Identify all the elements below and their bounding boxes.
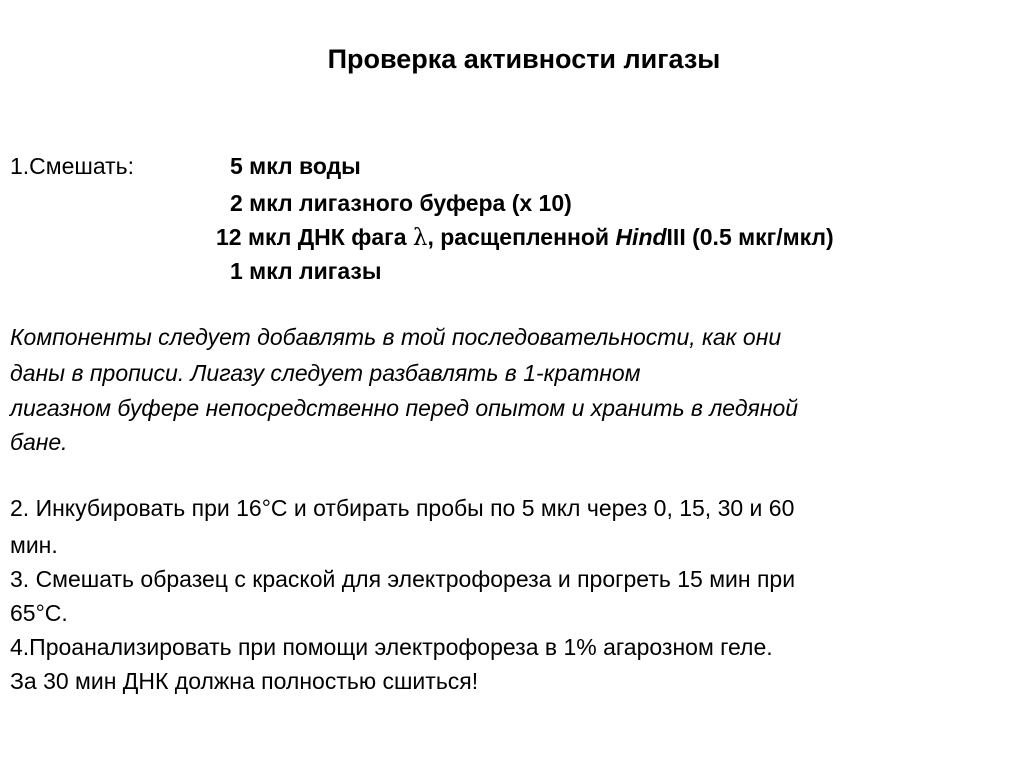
step4-line: 4.Проанализировать при помощи электрофореза в 1% агарозном геле. bbox=[10, 634, 773, 660]
step1-label: 1.Смешать: bbox=[10, 153, 135, 179]
lambda-symbol: λ bbox=[412, 225, 428, 251]
ingredient-dna-prefix: 12 мкл ДНК фага bbox=[216, 224, 413, 250]
ingredient-dna bbox=[216, 223, 834, 252]
ingredient-dna-suffix: III (0.5 мкг/мкл) bbox=[666, 224, 834, 250]
step2-line-1: 2. Инкубировать при 16°С и отбирать пробы по 5 мкл через 0, 15, 30 и 60 bbox=[10, 495, 795, 521]
note-line-3: лигазном буфере непосредственно перед опытом и хранить в ледяной bbox=[10, 395, 799, 421]
note-line-1: Компоненты следует добавлять в той последовательности, как они bbox=[10, 324, 782, 350]
ingredient-buffer: 2 мкл лигазного буфера (х 10) bbox=[230, 190, 572, 216]
ingredient-dna-middle: , расщепленной bbox=[427, 224, 616, 250]
step2-line-2: мин. bbox=[10, 532, 58, 558]
ingredient-ligase: 1 мкл лигазы bbox=[230, 258, 382, 284]
note-line-2: даны в прописи. Лигазу следует разбавлять в 1-кратном bbox=[10, 360, 641, 386]
ingredient-water: 5 мкл воды bbox=[230, 153, 361, 179]
step3-line-1: 3. Смешать образец с краской для электрофореза и прогреть 15 мин при bbox=[10, 566, 796, 592]
conclusion-line: За 30 мин ДНК должна полностью сшиться! bbox=[10, 668, 479, 694]
page-title: Проверка активности лигазы bbox=[327, 44, 721, 74]
note-line-4: бане. bbox=[10, 429, 68, 455]
step3-line-2: 65°С. bbox=[10, 600, 68, 626]
enzyme-name-italic: Hind bbox=[615, 224, 667, 250]
